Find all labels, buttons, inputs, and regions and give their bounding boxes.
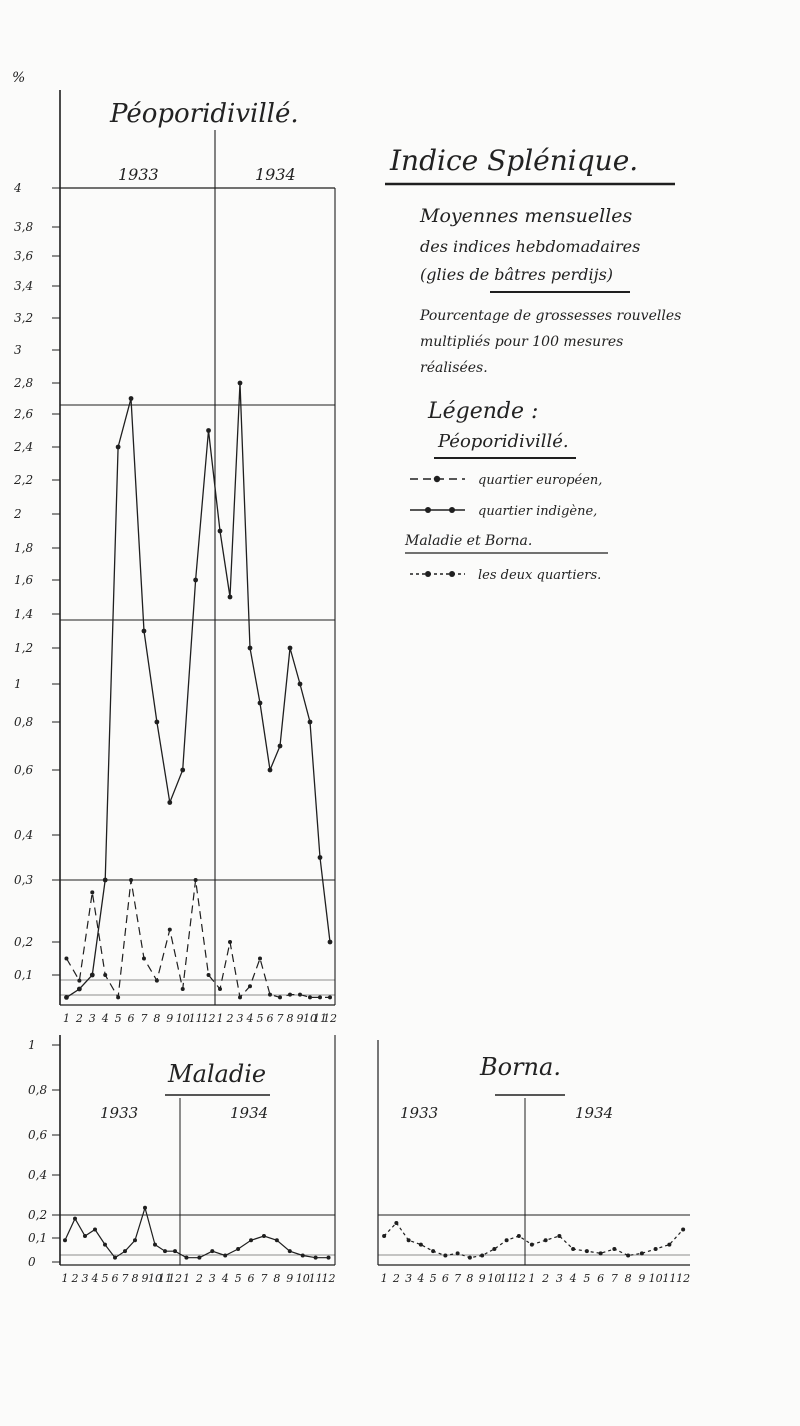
- borna-point: [626, 1253, 630, 1257]
- main-y-tick-labels: [13, 181, 60, 982]
- maladie-x-tick-1933: 1: [61, 1272, 69, 1285]
- borna-x-tick-1934: 10: [648, 1272, 663, 1285]
- borna-point: [419, 1243, 423, 1247]
- maladie-x-tick-1934: 9: [286, 1272, 294, 1285]
- legend-label-maladie-borna: Maladie et Borna.: [405, 533, 533, 549]
- main-y-tick: 4: [14, 181, 22, 195]
- main-x-tick-1933: 3: [88, 1012, 96, 1025]
- main-european-point: [181, 987, 185, 991]
- maladie-point: [314, 1256, 318, 1260]
- maladie-y-tick: 0,6: [28, 1128, 48, 1142]
- main-european-point: [168, 928, 172, 932]
- maladie-x-tick-labels: [62, 1272, 336, 1285]
- main-x-tick-1933: 12: [201, 1012, 216, 1025]
- borna-x-tick-1933: 8: [466, 1272, 474, 1285]
- main-indigenous-point: [193, 578, 198, 583]
- maladie-y-tick: 1: [28, 1038, 36, 1052]
- maladie-x-tick-1933: 9: [141, 1272, 149, 1285]
- borna-point: [640, 1251, 644, 1255]
- main-x-tick-1934: 7: [276, 1012, 284, 1025]
- main-y-tick: 0,6: [14, 763, 34, 777]
- main-series-lines: [64, 381, 332, 1000]
- main-chart-title: Péoporidivillé.: [110, 99, 299, 129]
- main-x-tick-1933: 8: [153, 1012, 161, 1025]
- panel-line-6: réalisées.: [420, 360, 488, 376]
- main-indigenous-point: [90, 973, 95, 978]
- main-european-point: [238, 995, 242, 999]
- main-indigenous-point: [116, 445, 121, 450]
- main-indigenous-point: [258, 701, 263, 706]
- legend-entry-european: [410, 473, 602, 488]
- panel-line-2: des indices hebdomadaires: [420, 237, 641, 256]
- main-x-tick-1934: 4: [246, 1012, 254, 1025]
- borna-point: [517, 1234, 521, 1238]
- borna-point: [431, 1249, 435, 1253]
- borna-x-tick-1934: 8: [624, 1272, 632, 1285]
- maladie-point: [249, 1238, 253, 1242]
- main-y-tick: 3,6: [14, 249, 34, 263]
- maladie-y-tick: 0,4: [28, 1168, 48, 1182]
- main-european-point: [268, 993, 272, 997]
- maladie-point: [153, 1243, 157, 1247]
- maladie-y-tick: 0,1: [28, 1231, 48, 1245]
- maladie-x-tick-1933: 4: [91, 1272, 99, 1285]
- borna-period-1933: 1933: [400, 1104, 439, 1122]
- borna-x-tick-1934: 4: [569, 1272, 577, 1285]
- main-y-tick: 2,2: [14, 473, 34, 487]
- main-european-point: [298, 993, 302, 997]
- borna-point: [468, 1256, 472, 1260]
- main-x-tick-1933: 7: [140, 1012, 148, 1025]
- maladie-point: [327, 1256, 331, 1260]
- borna-point: [443, 1253, 447, 1257]
- maladie-period-1934: 1934: [230, 1104, 269, 1122]
- legend-marker-both-b: [449, 571, 455, 577]
- main-y-tick: 2,4: [14, 440, 34, 454]
- legend-label-indigenous: quartier indigène,: [478, 504, 598, 519]
- main-european-point: [207, 973, 211, 977]
- maladie-x-tick-1934: 7: [260, 1272, 268, 1285]
- maladie-x-tick-1933: 2: [71, 1272, 79, 1285]
- borna-point: [394, 1221, 398, 1225]
- main-european-point: [228, 940, 232, 944]
- main-x-tick-labels: [63, 1012, 337, 1025]
- maladie-y-tick: 0,2: [28, 1208, 48, 1222]
- borna-x-tick-1933: 4: [417, 1272, 425, 1285]
- borna-x-tick-1933: 12: [511, 1272, 526, 1285]
- main-y-tick: 3,8: [14, 220, 34, 234]
- main-y-tick: 3,4: [14, 279, 34, 293]
- main-x-tick-1933: 11: [188, 1012, 203, 1025]
- maladie-point: [63, 1238, 67, 1242]
- maladie-point: [113, 1256, 117, 1260]
- borna-x-tick-1933: 10: [487, 1272, 502, 1285]
- main-european-point: [90, 890, 94, 894]
- maladie-x-tick-1934: 5: [234, 1272, 242, 1285]
- legend-marker-indigenous-a: [425, 507, 431, 513]
- main-x-tick-1933: 4: [101, 1012, 109, 1025]
- borna-x-tick-1933: 6: [441, 1272, 449, 1285]
- maladie-point: [288, 1249, 292, 1253]
- maladie-point: [197, 1256, 201, 1260]
- main-x-tick-1934: 10: [303, 1012, 317, 1025]
- maladie-series-lines: [63, 1206, 331, 1260]
- borna-point: [492, 1247, 496, 1251]
- maladie-point: [262, 1234, 266, 1238]
- legend-entry-both: [410, 568, 601, 583]
- main-x-tick-1933: 10: [175, 1012, 190, 1025]
- main-y-tick: 3,2: [14, 311, 34, 325]
- maladie-x-tick-1934: 11: [308, 1272, 323, 1285]
- legend-entry-indigenous: [410, 504, 597, 519]
- borna-x-tick-1934: 9: [638, 1272, 646, 1285]
- main-indigenous-point: [218, 529, 223, 534]
- main-y-tick: 0,8: [14, 715, 34, 729]
- annotation-panel: [385, 144, 681, 583]
- main-indigenous-line: [67, 383, 331, 997]
- maladie-x-tick-1933: 5: [101, 1272, 109, 1285]
- maladie-y-tick: 0,8: [28, 1083, 48, 1097]
- maladie-point: [133, 1238, 137, 1242]
- main-european-point: [155, 979, 159, 983]
- borna-point: [456, 1251, 460, 1255]
- maladie-x-tick-1934: 12: [321, 1272, 336, 1285]
- main-x-tick-1934: 1: [216, 1012, 224, 1025]
- borna-x-tick-1934: 3: [555, 1272, 563, 1285]
- main-european-point: [77, 979, 81, 983]
- borna-x-tick-1933: 5: [429, 1272, 437, 1285]
- panel-line-3: (glies de bâtres perdijs): [420, 265, 614, 284]
- main-x-tick-1933: 6: [127, 1012, 135, 1025]
- maladie-x-tick-1933: 12: [168, 1272, 182, 1285]
- main-indigenous-point: [238, 381, 243, 386]
- main-european-point: [328, 995, 332, 999]
- main-y-tick: 0,2: [14, 935, 34, 949]
- main-indigenous-point: [308, 720, 313, 725]
- maladie-x-tick-1933: 3: [81, 1272, 89, 1285]
- maladie-point: [93, 1227, 97, 1231]
- maladie-x-tick-1934: 6: [247, 1272, 255, 1285]
- maladie-point: [143, 1206, 147, 1210]
- maladie-x-tick-1934: 1: [182, 1272, 190, 1285]
- main-european-point: [64, 957, 68, 961]
- maladie-x-tick-1934: 10: [295, 1272, 310, 1285]
- main-european-point: [248, 984, 252, 988]
- panel-line-1: Moyennes mensuelles: [420, 205, 633, 227]
- main-indigenous-point: [77, 987, 82, 992]
- main-y-tick: 1,6: [14, 573, 34, 587]
- main-period-1934: 1934: [255, 165, 296, 184]
- main-y-tick: 1,8: [14, 541, 34, 555]
- main-european-point: [142, 957, 146, 961]
- main-european-point: [103, 973, 107, 977]
- borna-x-tick-1934: 11: [662, 1272, 677, 1285]
- borna-x-tick-1934: 7: [610, 1272, 618, 1285]
- main-y-tick: 0,1: [14, 968, 34, 982]
- borna-point: [530, 1243, 534, 1247]
- maladie-point: [301, 1253, 305, 1257]
- main-indigenous-point: [228, 595, 233, 600]
- borna-x-tick-1933: 11: [499, 1272, 514, 1285]
- main-indigenous-point: [206, 428, 211, 433]
- main-european-point: [194, 878, 198, 882]
- maladie-x-tick-1933: 7: [121, 1272, 129, 1285]
- main-european-point: [218, 987, 222, 991]
- main-x-tick-1934: 9: [296, 1012, 304, 1025]
- borna-x-tick-1933: 9: [478, 1272, 486, 1285]
- main-european-point: [258, 957, 262, 961]
- borna-point: [544, 1238, 548, 1242]
- maladie-x-tick-1934: 2: [195, 1272, 203, 1285]
- borna-x-tick-1933: 7: [454, 1272, 462, 1285]
- borna-chart: [378, 1040, 690, 1285]
- main-indigenous-point: [167, 800, 172, 805]
- main-y-tick: 2,8: [14, 376, 34, 390]
- main-y-tick: 2,6: [14, 407, 34, 421]
- main-chart: [12, 70, 337, 1025]
- maladie-x-tick-1933: 8: [131, 1272, 139, 1285]
- main-y-tick: 2: [14, 507, 22, 521]
- main-y-unit: %: [12, 70, 26, 86]
- main-indigenous-point: [328, 940, 333, 945]
- borna-line: [384, 1223, 683, 1258]
- maladie-chart: [28, 1035, 336, 1285]
- main-indigenous-point: [318, 855, 323, 860]
- borna-point: [681, 1227, 685, 1231]
- maladie-x-tick-1933: 10: [148, 1272, 162, 1285]
- maladie-point: [83, 1234, 87, 1238]
- main-x-tick-1934: 2: [226, 1012, 234, 1025]
- main-indigenous-point: [298, 682, 303, 687]
- main-indigenous-point: [103, 878, 108, 883]
- main-european-point: [278, 995, 282, 999]
- maladie-point: [123, 1249, 127, 1253]
- borna-point: [382, 1234, 386, 1238]
- maladie-point: [173, 1249, 177, 1253]
- maladie-point: [184, 1256, 188, 1260]
- panel-title: Indice Splénique.: [390, 144, 639, 177]
- borna-x-tick-labels: [381, 1272, 691, 1285]
- borna-point: [612, 1247, 616, 1251]
- maladie-point: [236, 1247, 240, 1251]
- main-indigenous-point: [180, 768, 185, 773]
- maladie-point: [73, 1217, 77, 1221]
- borna-point: [654, 1247, 658, 1251]
- main-x-tick-1934: 11: [313, 1012, 327, 1025]
- maladie-point: [210, 1249, 214, 1253]
- borna-point: [505, 1238, 509, 1242]
- maladie-x-tick-1933: 11: [158, 1272, 172, 1285]
- legend-label-both: les deux quartiers.: [478, 568, 602, 583]
- panel-line-4: Pourcentage de grossesses rouvelles: [420, 308, 682, 324]
- main-x-tick-1934: 8: [286, 1012, 294, 1025]
- main-indigenous-point: [278, 744, 283, 749]
- borna-x-tick-1933: 2: [392, 1272, 400, 1285]
- borna-period-1934: 1934: [575, 1104, 614, 1122]
- main-european-point: [116, 995, 120, 999]
- main-x-tick-1934: 12: [323, 1012, 337, 1025]
- borna-point: [599, 1251, 603, 1255]
- main-y-tick: 0,3: [14, 873, 34, 887]
- maladie-x-tick-1934: 4: [221, 1272, 229, 1285]
- main-european-point: [318, 995, 322, 999]
- main-european-point: [288, 993, 292, 997]
- maladie-point: [103, 1243, 107, 1247]
- maladie-y-tick-labels: [28, 1038, 60, 1269]
- borna-point: [571, 1247, 575, 1251]
- legend-marker-indigenous-b: [449, 507, 455, 513]
- legend-label-european: quartier européen,: [478, 473, 603, 488]
- main-period-1933: 1933: [118, 165, 159, 184]
- main-x-tick-1933: 5: [114, 1012, 122, 1025]
- maladie-x-tick-1934: 8: [273, 1272, 281, 1285]
- borna-point: [480, 1253, 484, 1257]
- panel-line-5: multipliés pour 100 mesures: [420, 334, 624, 350]
- main-y-tick: 1,4: [14, 607, 34, 621]
- main-x-tick-1934: 6: [266, 1012, 274, 1025]
- maladie-title: Maladie: [168, 1060, 267, 1088]
- borna-x-tick-1934: 2: [542, 1272, 550, 1285]
- main-x-tick-1933: 1: [62, 1012, 70, 1025]
- maladie-period-1933: 1933: [100, 1104, 139, 1122]
- main-indigenous-point: [248, 646, 253, 651]
- maladie-x-tick-1934: 3: [208, 1272, 216, 1285]
- main-x-tick-1933: 9: [166, 1012, 174, 1025]
- main-x-tick-1933: 2: [75, 1012, 83, 1025]
- borna-x-tick-1934: 5: [583, 1272, 591, 1285]
- main-indigenous-point: [64, 995, 69, 1000]
- borna-point: [557, 1234, 561, 1238]
- maladie-point: [275, 1238, 279, 1242]
- borna-x-tick-1934: 12: [676, 1272, 691, 1285]
- maladie-point: [163, 1249, 167, 1253]
- main-x-tick-1934: 3: [236, 1012, 244, 1025]
- legend-title: Légende :: [428, 399, 539, 424]
- borna-point: [667, 1243, 671, 1247]
- main-y-tick: 3: [14, 343, 22, 357]
- borna-x-tick-1934: 1: [528, 1272, 536, 1285]
- main-y-tick: 0,4: [14, 828, 34, 842]
- maladie-y-tick: 0: [28, 1255, 36, 1269]
- main-indigenous-point: [154, 720, 159, 725]
- legend-subtitle: Péoporidivillé.: [438, 431, 569, 452]
- maladie-x-tick-1933: 6: [111, 1272, 119, 1285]
- main-indigenous-point: [268, 768, 273, 773]
- main-y-tick: 1: [14, 677, 22, 691]
- borna-x-tick-1933: 1: [380, 1272, 388, 1285]
- legend-marker-both-a: [425, 571, 431, 577]
- legend-marker-european: [434, 476, 440, 482]
- main-y-tick: 1,2: [14, 641, 34, 655]
- main-european-point: [308, 995, 312, 999]
- main-indigenous-point: [129, 396, 134, 401]
- borna-x-tick-1933: 3: [405, 1272, 413, 1285]
- main-indigenous-point: [288, 646, 293, 651]
- main-x-tick-1934: 5: [256, 1012, 264, 1025]
- borna-point: [407, 1238, 411, 1242]
- borna-title: Borna.: [480, 1053, 561, 1081]
- borna-point: [585, 1249, 589, 1253]
- borna-x-tick-1934: 6: [597, 1272, 605, 1285]
- borna-series-lines: [382, 1221, 685, 1260]
- main-european-point: [129, 878, 133, 882]
- main-indigenous-point: [142, 629, 147, 634]
- maladie-point: [223, 1253, 227, 1257]
